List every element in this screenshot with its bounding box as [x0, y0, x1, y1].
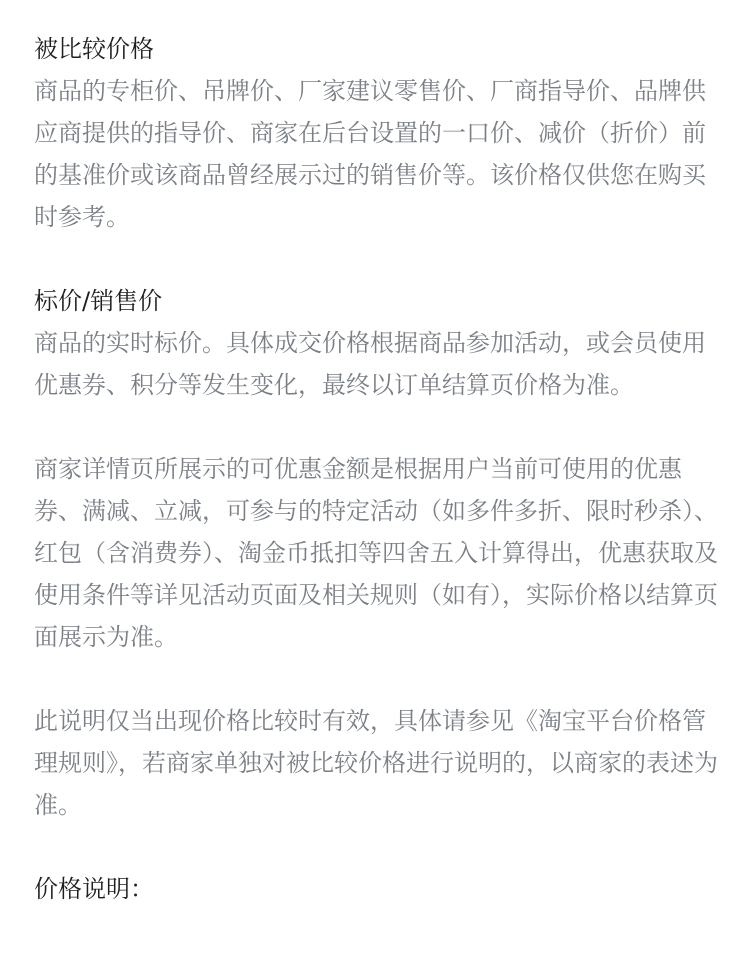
- spacer: [34, 658, 724, 700]
- price-explanation-document: [34, 28, 724, 910]
- spacer: [34, 406, 724, 448]
- paragraph-discount-explanation: 商家详情页所展示的可优惠金额是根据用户当前可使用的优惠券、满减、立减，可参与的特定活动（如多件多折、限时秒杀）、红包（含消费券）、淘金币抵扣等四舍五入计算得出，优惠获取及使用条件等详见活动页面及相关规则（如有），实际价格以结算页面展示为准。: [34, 455, 718, 651]
- paragraph-validity-note: 此说明仅当出现价格比较时有效，具体请参见《淘宝平台价格管理规则》，若商家单独对被比较价格进行说明的，以商家的表述为准。: [34, 707, 718, 819]
- spacer: [34, 826, 724, 868]
- section-title-compared-price: 被比较价格: [34, 35, 154, 63]
- spacer: [34, 238, 724, 280]
- footer-title-price-explanation: 价格说明：: [34, 875, 154, 903]
- section-text-list-price: 商品的实时标价。具体成交价格根据商品参加活动，或会员使用优惠券、积分等发生变化，最终以订单结算页价格为准。: [34, 329, 706, 399]
- section-title-list-price: 标价/销售价: [34, 287, 163, 315]
- section-text-compared-price: 商品的专柜价、吊牌价、厂家建议零售价、厂商指导价、品牌供应商提供的指导价、商家在后台设置的一口价、减价（折价）前的基准价或该商品曾经展示过的销售价等。该价格仅供您在购买时参考。: [34, 77, 706, 231]
